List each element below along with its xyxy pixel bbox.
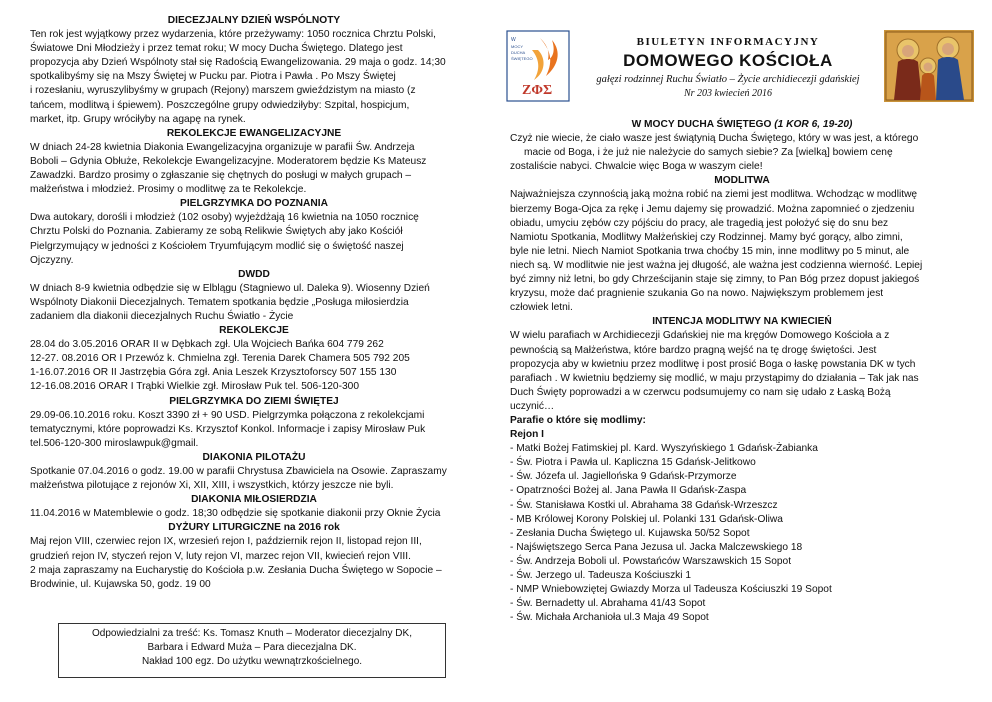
text-line: tel.506-120-300 miroslawpuk@gmail. — [30, 437, 199, 449]
text-line: Namiotu Spotkania, Modlitwy Małżeńskiej czy Rodzinnej. Mamy być gorący, albo zimni, — [510, 231, 903, 243]
text-line: Czyż nie wiecie, że ciało wasze jest świątynią Ducha Świętego, który w was jest, a którego — [510, 133, 919, 145]
text-line: 11.04.2016 w Matemblewie o godz. 18;30 odbędzie się spotkanie diakonii przy Oknie Życia — [30, 508, 441, 520]
section-diakonia-milosierdzia — [30, 493, 478, 521]
text-line: Spotkanie 07.04.2016 o godz. 19.00 w parafii Chrystusa Zbawiciela na Osowie. Zapraszamy — [30, 466, 447, 477]
text-line: Chrztu Polski do Poznania. Zabieramy ze sobą Relikwie Świętych aby jako Kościół — [30, 226, 403, 238]
svg-text:ŚWIĘTEGO: ŚWIĘTEGO — [511, 56, 533, 61]
text-line: małżeństwa pilotujące z rejonów Xi, XII, XIII, i wszystkich, którzy jeszcze nie byli. — [30, 480, 394, 492]
text-line: pewnością są Małżeństwa, które bardzo pragną wejść na tę drogę świętości. Jest — [510, 344, 877, 356]
text-line: propozycja aby Dzień Wspólnoty stał się Radością Ewangelizowania. 29 maja o godz. 14;30 — [30, 57, 446, 69]
text-line: małżeństwa i młodzież. Prosimy o modlitwę za te Rekolekcje. — [30, 184, 307, 196]
text-line: W dniach 24-28 kwietnia Diakonia Ewangelizacyjna organizuje w parafii Św. Andrzeja — [30, 141, 415, 153]
text-line: niech są. W modlitwie nie jest ważna jej długość, ale ważna jest codzienna wierność. Lepiej — [510, 259, 923, 271]
list-item: - Św. Józefa ul. Jagiellońska 9 Gdańsk-Przymorze — [510, 471, 737, 483]
text-line: obiadu, umyciu zębów czy pójściu do pracy, ale tragedią jest położyć się do snu bez — [510, 217, 889, 229]
list-item: - Św. Bernadetty ul. Abrahama 41/43 Sopot — [510, 598, 706, 610]
text-line: Światowe Dni Młodzieży i przez temat roku; W mocy Ducha Świętego. Dlatego jest — [30, 43, 403, 55]
bulletin-title: DOMOWEGO KOŚCIOŁA — [623, 51, 833, 70]
text-line: kryzysu, może dać pragnienie szukania Go na nowo. Największym problemem jest — [510, 288, 884, 300]
right-column — [510, 118, 974, 625]
text-line: byle nie letni. Niech Namiot Spotkania trwa choćby 15 min, inne modlitwy po 5 minut, ale — [510, 245, 910, 257]
text-line: Dwa autokary, dorośli i młodzież (102 osoby) wyjeżdżają 16 kwietnia na 1050 rocznicę — [30, 212, 419, 224]
section-heading: DIAKONIA MIŁOSIERDZIA — [191, 494, 317, 506]
text-line: propozycja aby w kwietniu przez modlitwę i post prosić Boga o łaskę powstania DK w tych — [510, 358, 916, 370]
section-pielgrzymka-ziemia-swieta — [30, 395, 478, 451]
text-line: Ojczyzny. — [30, 254, 74, 266]
text-line: 1-16.07.2016 OR II Jastrzębia Góra zgł. Ania Leszek Krzysztoforscy 507 155 130 — [30, 367, 397, 379]
left-column — [30, 14, 478, 592]
text-line: W dniach 8-9 kwietnia odbędzie się w Elblągu (Stagniewo ul. Daleka 9). Wiosenny Dzień — [30, 282, 430, 294]
text-line: Brodwinie, ul. Kujawska 50, godz. 19 00 — [30, 578, 211, 590]
text-line: Wspólnoty Diakonii Diecezjalnych. Tematem spotkania będzie „Posługa miłosierdzia — [30, 296, 409, 308]
text-line: człowiek letni. — [510, 302, 573, 314]
bulletin-label: BIULETYN INFORMACYJNY — [636, 36, 820, 48]
text-line: 28.04 do 3.05.2016 ORAR II w Dębkach zgł. Ula Wojciech Bańka 604 779 262 — [30, 339, 384, 351]
section-heading: DIECEZJALNY DZIEŃ WSPÓLNOTY — [167, 15, 341, 26]
section-heading: PIELGRZYMKA DO ZIEMI ŚWIĘTEJ — [169, 395, 339, 407]
section-heading: DWDD — [238, 268, 270, 280]
credits-line: Nakład 100 egz. Do użytku wewnątrzkościelnego. — [141, 656, 363, 667]
text-line: i rozesłaniu, wyruszylibyśmy w grupach (Rejony) marszem gwieździstym na miasto (z — [30, 85, 416, 97]
list-item: - Św. Jerzego ul. Tadeusza Kościuszki 1 — [510, 570, 692, 581]
credits-line: Barbara i Edward Muża – Para diecezjalna DK. — [147, 642, 357, 653]
article-title-text: W MOCY DUCHA ŚWIĘTEGO — [631, 119, 772, 130]
svg-text:MOCY: MOCY — [511, 44, 523, 49]
section-heading: MODLITWA — [714, 175, 770, 187]
text-line: Pielgrzymujący w jedności z Kościołem Tryumfującym modlić się o świętość naszej — [30, 240, 404, 252]
text-line: 2 maja zapraszamy na Eucharystię do Kościoła p.w. Zesłania Ducha Świętego w Sopocie – — [30, 564, 442, 576]
list-item: - Matki Bożej Fatimskiej pl. Kard. Wyszyńskiego 1 Gdańsk-Żabianka — [510, 443, 818, 455]
svg-text:W: W — [511, 37, 516, 43]
text-line: 12-16.08.2016 ORAR I Trąbki Wielkie zgł. Mirosław Puk tel. 506-120-300 — [30, 381, 359, 393]
section-dyzury-liturgiczne — [30, 521, 478, 591]
text-line: 29.09-06.10.2016 roku. Koszt 3390 zł + 90 USD. Pielgrzymka połączona z rekolekcjami — [30, 409, 425, 421]
article-title — [510, 118, 974, 132]
text-line: Najważniejsza czynnością jaką można robić na ziemi jest modlitwa. Wchodząc w modlitwę — [510, 189, 918, 201]
text-line: tańcem, modlitwą i śpiewem). Poszczególne grupy odwiedziłyby: Szpital, hospicjum, — [30, 99, 410, 111]
text-line: zadaniem dla diakonii diecezjalnych Ruchu Światło - Życie — [30, 310, 294, 322]
list-item: - Opatrzności Bożej al. Jana Pawła II Gdańsk-Zaspa — [510, 485, 747, 497]
section-heading: REKOLEKCJE EWANGELIZACYJNE — [166, 127, 342, 139]
text-line: market, itp. Grupy wróciłyby na agapę na rynek. — [30, 113, 246, 125]
section-dwdd — [30, 268, 478, 324]
text-line: macie od Boga, i że już nie należycie do samych siebie? Za [wielką] bowiem cenę — [524, 147, 893, 159]
issue-number: Nr 203 kwiecień 2016 — [683, 88, 773, 99]
text-line: być zimny niż letni, bo gdy Chrześcijanin staje się zimny, to Pan Bóg przez dopust jakiegoś — [510, 274, 920, 286]
list-item: - Św. Stanisława Kostki ul. Abrahama 38 Gdańsk-Wrzeszcz — [510, 499, 778, 511]
text-line: grudzień rejon IV, styczeń rejon V, luty rejon VI, marzec rejon VII, kwiecień rejon VIII. — [30, 550, 411, 562]
text-line: 12-27. 08.2016 OR I Przewóz k. Chmielna zgł. Terenia Darek Chamera 505 792 205 — [30, 353, 410, 365]
section-pielgrzymka-poznan — [30, 197, 478, 267]
list-item: - Św. Piotra i Pawła ul. Kapliczna 15 Gdańsk-Jelitkowo — [510, 457, 756, 469]
section-rekolekcje — [30, 324, 478, 394]
section-rekolekcje-ewangelizacyjne — [30, 127, 478, 197]
section-dzien-wspolnoty — [30, 14, 478, 127]
holy-family-icon — [884, 30, 974, 102]
text-line: Ten rok jest wyjątkowy przez wydarzenia, które przeżywamy: 1050 rocznica Chrztu Polski, — [30, 29, 436, 41]
list-item: - Św. Michała Archanioła ul.3 Maja 49 Sopot — [510, 612, 709, 624]
text-line: zostaliście nabyci. Chwalcie więc Boga w waszym ciele! — [510, 161, 763, 173]
section-heading: DIAKONIA PILOTAŻU — [202, 451, 306, 463]
section-heading: PIELGRZYMKA DO POZNANIA — [180, 198, 328, 210]
list-item: - NMP Wniebowziętej Gwiazdy Morza ul Tadeusza Kościuszki 19 Sopot — [510, 584, 832, 596]
text-line: Duch Święty poprowadzi a w czerwcu podsumujemy co nam się udało z Łaską Bożą — [510, 386, 891, 398]
text-line: Boboli – Gdynia Obłuże, Rekolekcje Ewangelizacyjne. Moderatorem będzie Ks Mateusz — [30, 155, 427, 167]
credits-line: Odpowiedzialni za treść: Ks. Tomasz Knuth – Moderator diecezjalny DK, — [92, 628, 412, 639]
footer-credits-box — [58, 623, 446, 678]
rejon-heading: Rejon I — [510, 429, 544, 441]
domowy-kosciol-logo — [506, 30, 570, 102]
text-line: spotkalibyśmy się na Mszy Świętej w Pucku par. Piotra i Pawła . Po Mszy Świętej — [30, 71, 396, 83]
text-line: uczynić… — [510, 400, 555, 412]
list-item: - MB Królowej Korony Polskiej ul. Polanki 131 Gdańsk-Oliwa — [510, 513, 783, 525]
list-item: - Najświętszego Serca Pana Jezusa ul. Jacka Malczewskiego 18 — [510, 541, 803, 553]
section-heading: DYŻURY LITURGICZNE na 2016 rok — [168, 522, 340, 534]
text-line: bierzemy Boga-Ojca za rękę i Jemu dajemy się prowadzić. Można zapomnieć o zjedzeniu — [510, 203, 915, 215]
svg-text:ZΦΣ: ZΦΣ — [522, 83, 553, 98]
text-line: Maj rejon VIII, czerwiec rejon IX, wrzesień rejon I, październik rejon II, listopad rejon III, — [30, 536, 422, 548]
list-item: - Św. Andrzeja Boboli ul. Powstańców Warszawskich 15 Sopot — [510, 555, 792, 567]
text-line: W wielu parafiach w Archidiecezji Gdańskiej nie ma kręgów Domowego Kościoła a z — [510, 330, 890, 342]
masthead — [506, 30, 974, 102]
section-heading: INTENCJA MODLITWY NA KWIECIEŃ — [652, 316, 832, 328]
text-line: tematycznymi, które poprowadzi Ks. Krzysztof Konkol. Informacje i zapisy Mirosław Puk — [30, 423, 426, 435]
section-diakonia-pilotazu — [30, 451, 478, 493]
section-heading: REKOLEKCJE — [219, 325, 289, 337]
text-line: Zawadzki. Bardzo prosimy o zgłaszanie się chętnych do posługi w małych grupach – — [30, 170, 412, 182]
text-line: parafiach . W kwietniu będziemy się modlić, w maju przystąpimy do działania – Tak jak nas — [510, 372, 919, 384]
scripture-reference: (1 KOR 6, 19-20) — [774, 119, 853, 130]
list-item: - Zesłania Ducha Świętego ul. Kujawska 50/52 Sopot — [510, 527, 750, 539]
parishes-heading: Parafie o które się modlimy: — [510, 414, 646, 426]
svg-text:DUCHA: DUCHA — [511, 50, 526, 55]
bulletin-subtitle: gałęzi rodzinnej Ruchu Światło – Życie archidiecezji gdańskiej — [596, 74, 860, 85]
